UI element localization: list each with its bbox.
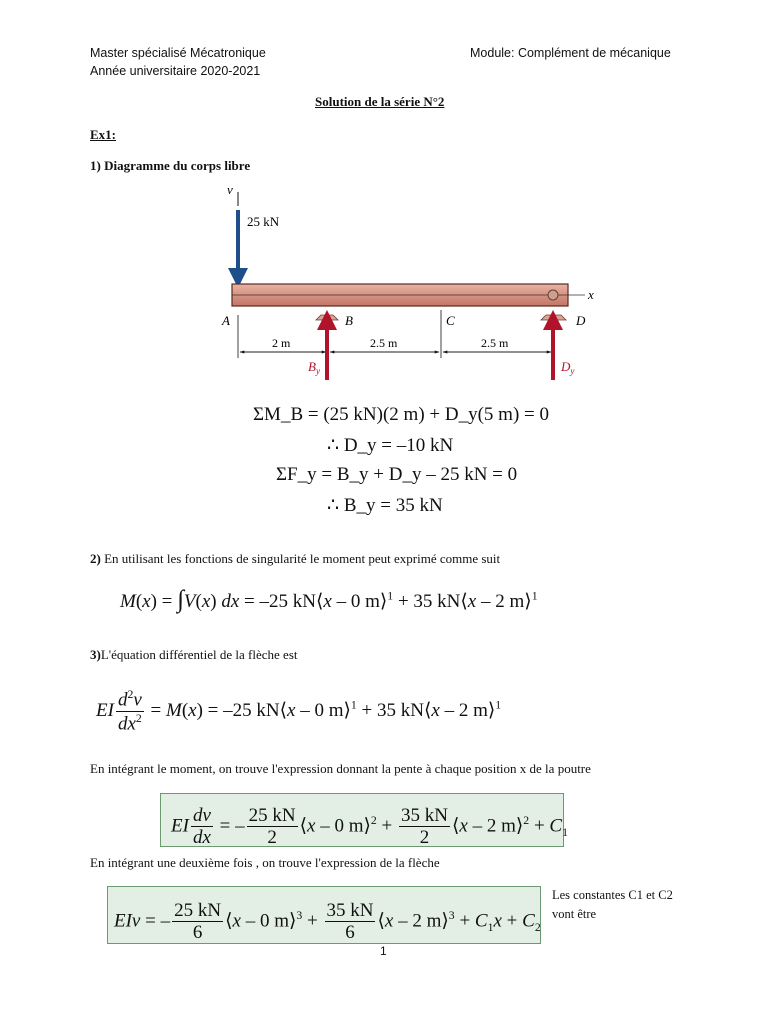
equation-sum-fy — [276, 464, 517, 486]
page-number: 1 — [380, 944, 387, 958]
side-note: Les constantes C1 et C2 vont être — [552, 888, 673, 921]
header-left-line2: Année universitaire 2020-2021 — [90, 64, 261, 78]
equation-sum-fy-text: ΣF_y = B_y + D_y – 25 kN = 0 — [276, 464, 518, 485]
free-body-diagram — [0, 0, 768, 400]
section-3-text — [90, 647, 298, 663]
section-3-number: 3) — [90, 647, 101, 662]
point-a-label: A — [222, 313, 230, 328]
header-left-line1: Master spécialisé Mécatronique — [90, 46, 266, 60]
section-2-body: En utilisant les fonctions de singularité le moment peut exprimé comme suit — [100, 551, 501, 566]
section-1-number: 1) — [90, 158, 101, 173]
section-2-text — [90, 551, 500, 567]
dim-label-ab: 2 m — [272, 336, 291, 350]
paragraph-integration-slope: En intégrant le moment, on trouve l'expression donnant la pente à chaque position x de la poutre — [90, 761, 591, 776]
point-c-label: C — [446, 313, 455, 328]
exercise-label: Ex1: — [90, 127, 116, 142]
support-d-icon — [541, 315, 566, 320]
equation-elastic-curve: EI $\frac{d^2v}{dx^2}$ = M(x) = –25 kN⟨x – 0 m⟩$^1$ + 35 kN⟨x – 2 m⟩$^1$ — [96, 688, 502, 735]
dim-label-cd: 2.5 m — [481, 336, 509, 350]
reaction-b-label: $B_y$ — [308, 359, 320, 376]
equation-slope-box: EI $\frac{dv}{dx}$ = – $\frac{25 kN}{2}$ ⟨x – 0 m⟩$^2$ + $\frac{35 kN}{2}$ ⟨x – 2 m⟩$^2$ + $C_1$ — [160, 793, 564, 847]
pin-d-icon — [548, 290, 558, 300]
x-axis-label: x — [588, 287, 594, 302]
equation-moment-singularity: M(x) = ∫V(x) dx = –25 kN⟨x – 0 m⟩$^1$ + 35 kN⟨x – 2 m⟩$^1$ — [120, 586, 538, 613]
reaction-d-label: $D_y$ — [561, 359, 575, 376]
equation-dy — [327, 434, 453, 457]
load-label: 25 kN — [247, 214, 280, 229]
header-right: Module: Complément de mécanique — [470, 46, 671, 60]
equation-deflection-box: EIv = – $\frac{25 kN}{6}$ ⟨x – 0 m⟩$^3$ + $\frac{35 kN}{6}$ ⟨x – 2 m⟩$^3$ + $C_1x + C_2$ — [107, 886, 541, 944]
point-b-label: B — [345, 313, 353, 328]
support-b-icon — [316, 315, 338, 320]
point-d-label: D — [576, 313, 586, 328]
section-1-text: Diagramme du corps libre — [104, 158, 251, 173]
section-3-body: L'équation différentiel de la flèche est — [100, 647, 298, 662]
paragraph-integration-deflection: En intégrant une deuxième fois , on trouve l'expression de la flèche — [90, 855, 440, 870]
dim-label-bc: 2.5 m — [370, 336, 398, 350]
equation-moment-b-text: ΣM_B = (25 kN)(2 m) + D_y(5 m) = 0 — [253, 404, 549, 425]
section-2-number: 2) — [90, 551, 101, 566]
equation-dy-text: ∴ D_y = –10 kN — [327, 435, 454, 456]
equation-by-text: ∴ B_y = 35 kN — [327, 495, 443, 516]
equation-by — [327, 494, 443, 517]
page-title: Solution de la série N°2 — [315, 94, 445, 109]
equation-moment-b — [253, 404, 549, 426]
v-axis-label: v — [227, 182, 233, 197]
